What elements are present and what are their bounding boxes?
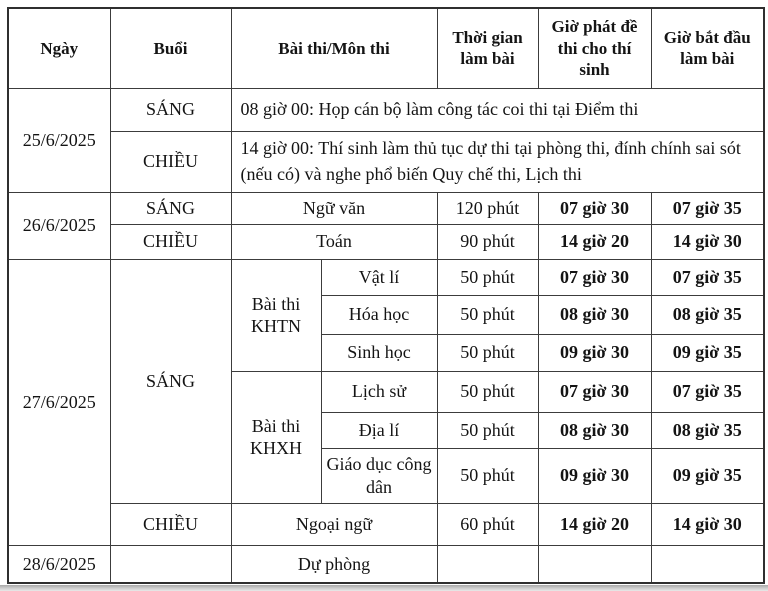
- photo-edge-shadow: [0, 585, 768, 591]
- cell-session-sang: SÁNG: [110, 259, 231, 503]
- header-gio-bat-dau: Giờ bắt đầu làm bài: [651, 8, 764, 88]
- cell-start-time: 14 giờ 30: [651, 503, 764, 545]
- cell-group-khtn: Bài thi KHTN: [231, 259, 321, 371]
- row-27-6-vat-li: [8, 259, 764, 295]
- cell-duration: 120 phút: [437, 192, 538, 224]
- cell-note-lam-thu-tuc: 14 giờ 00: Thí sinh làm thủ tục dự thi tại phòng thi, đính chính sai sót (nếu có) và nghe phổ biến Quy chế thi, Lịch thi: [231, 131, 764, 192]
- cell-subject-ngu-van: Ngữ văn: [231, 192, 437, 224]
- cell-empty-start: [651, 545, 764, 583]
- header-row: [8, 8, 764, 88]
- cell-handout-time: 14 giờ 20: [538, 224, 651, 259]
- cell-duration: 60 phút: [437, 503, 538, 545]
- cell-session-sang: SÁNG: [110, 192, 231, 224]
- cell-subject-sinh-hoc: Sinh học: [321, 334, 437, 371]
- cell-handout-time: 09 giờ 30: [538, 448, 651, 503]
- cell-empty-handout: [538, 545, 651, 583]
- cell-empty-buoi: [110, 545, 231, 583]
- cell-date-28-6: 28/6/2025: [8, 545, 110, 583]
- cell-start-time: 08 giờ 35: [651, 412, 764, 448]
- cell-session-chieu: CHIỀU: [110, 131, 231, 192]
- cell-duration: 50 phút: [437, 259, 538, 295]
- header-ngay: Ngày: [8, 8, 110, 88]
- cell-subject-hoa-hoc: Hóa học: [321, 295, 437, 334]
- cell-duration: 50 phút: [437, 412, 538, 448]
- row-27-6-chieu: [8, 503, 764, 545]
- cell-date-27-6: 27/6/2025: [8, 259, 110, 545]
- row-26-6-sang: [8, 192, 764, 224]
- cell-handout-time: 07 giờ 30: [538, 259, 651, 295]
- cell-handout-time: 09 giờ 30: [538, 334, 651, 371]
- cell-start-time: 07 giờ 35: [651, 192, 764, 224]
- cell-duration: 90 phút: [437, 224, 538, 259]
- header-thoi-gian-lam-bai: Thời gian làm bài: [437, 8, 538, 88]
- cell-group-khxh: Bài thi KHXH: [231, 371, 321, 503]
- cell-subject-ngoai-ngu: Ngoại ngữ: [231, 503, 437, 545]
- cell-duration: 50 phút: [437, 334, 538, 371]
- cell-handout-time: 08 giờ 30: [538, 412, 651, 448]
- cell-handout-time: 08 giờ 30: [538, 295, 651, 334]
- cell-subject-giao-duc-cong-dan: Giáo dục công dân: [321, 448, 437, 503]
- cell-start-time: 14 giờ 30: [651, 224, 764, 259]
- cell-note-hop-can-bo: 08 giờ 00: Họp cán bộ làm công tác coi thi tại Điểm thi: [231, 88, 764, 131]
- cell-handout-time: 07 giờ 30: [538, 371, 651, 412]
- cell-date-26-6: 26/6/2025: [8, 192, 110, 259]
- cell-handout-time: 07 giờ 30: [538, 192, 651, 224]
- cell-session-chieu: CHIỀU: [110, 224, 231, 259]
- cell-start-time: 09 giờ 35: [651, 334, 764, 371]
- cell-session-sang: SÁNG: [110, 88, 231, 131]
- cell-duration: 50 phút: [437, 448, 538, 503]
- cell-subject-lich-su: Lịch sử: [321, 371, 437, 412]
- cell-start-time: 09 giờ 35: [651, 448, 764, 503]
- cell-start-time: 07 giờ 35: [651, 371, 764, 412]
- cell-subject-dia-li: Địa lí: [321, 412, 437, 448]
- header-bai-thi-mon-thi: Bài thi/Môn thi: [231, 8, 437, 88]
- header-buoi: Buổi: [110, 8, 231, 88]
- cell-session-chieu: CHIỀU: [110, 503, 231, 545]
- row-25-6-sang: [8, 88, 764, 131]
- cell-handout-time: 14 giờ 20: [538, 503, 651, 545]
- row-26-6-chieu: [8, 224, 764, 259]
- cell-duration: 50 phút: [437, 295, 538, 334]
- cell-subject-vat-li: Vật lí: [321, 259, 437, 295]
- row-25-6-chieu: [8, 131, 764, 192]
- cell-date-25-6: 25/6/2025: [8, 88, 110, 192]
- cell-start-time: 07 giờ 35: [651, 259, 764, 295]
- cell-empty-duration: [437, 545, 538, 583]
- exam-schedule-table: [7, 7, 765, 584]
- cell-duration: 50 phút: [437, 371, 538, 412]
- header-gio-phat-de: Giờ phát đề thi cho thí sinh: [538, 8, 651, 88]
- cell-subject-du-phong: Dự phòng: [231, 545, 437, 583]
- cell-subject-toan: Toán: [231, 224, 437, 259]
- row-28-6: [8, 545, 764, 583]
- cell-start-time: 08 giờ 35: [651, 295, 764, 334]
